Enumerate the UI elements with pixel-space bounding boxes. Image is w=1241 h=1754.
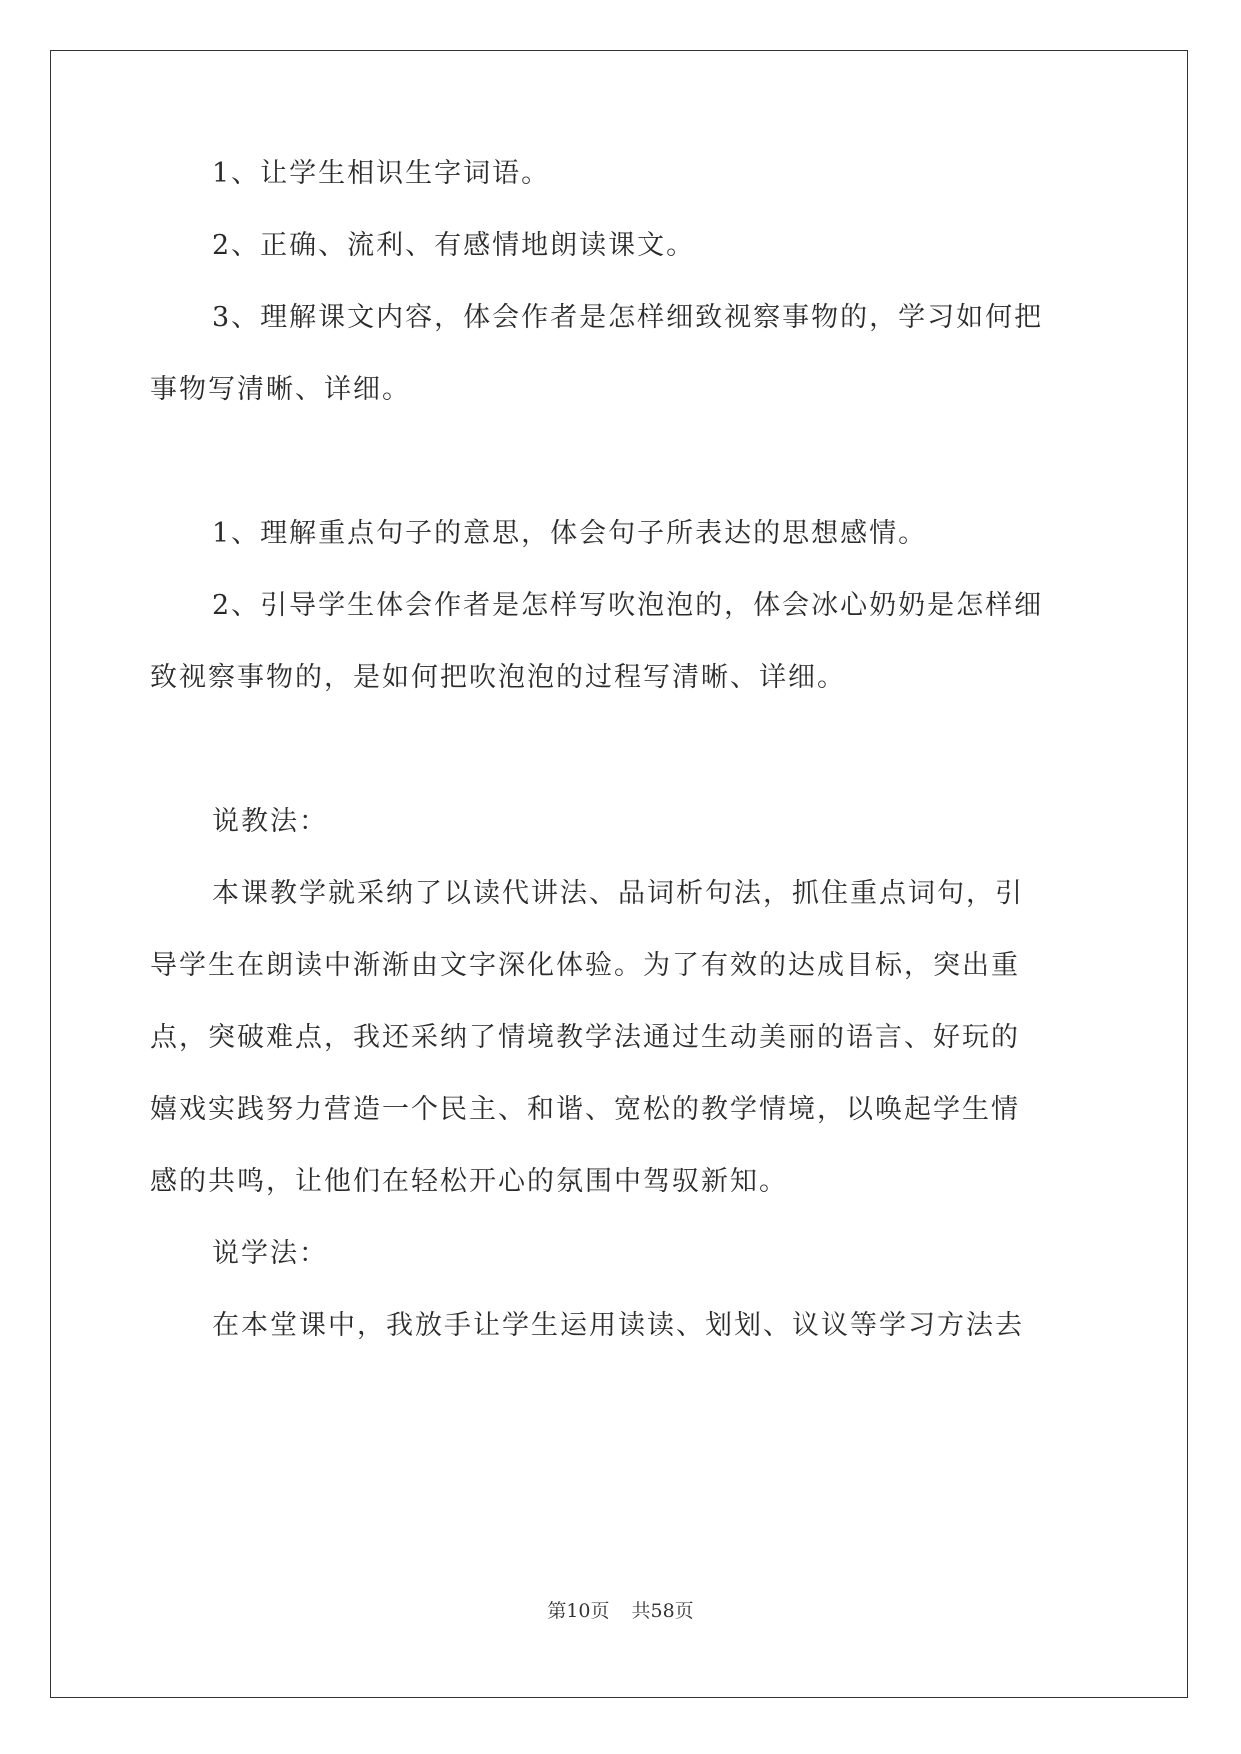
paragraph-continuation: 感的共鸣，让他们在轻松开心的氛围中驾驭新知。 xyxy=(150,1166,788,1197)
page-footer xyxy=(0,1596,1241,1623)
paragraph: 2、引导学生体会作者是怎样写吹泡泡的，体会冰心奶奶是怎样细 xyxy=(212,590,1044,621)
paragraph: 1、理解重点句子的意思，体会句子所表达的思想感情。 xyxy=(212,518,928,549)
paragraph: 3、理解课文内容，体会作者是怎样细致视察事物的，学习如何把 xyxy=(212,302,1044,333)
paragraph-continuation: 点，突破难点，我还采纳了情境教学法通过生动美丽的语言、好玩的 xyxy=(150,1022,1020,1053)
paragraph-continuation: 致视察事物的，是如何把吹泡泡的过程写清晰、详细。 xyxy=(150,662,846,693)
paragraph-continuation: 嬉戏实践努力营造一个民主、和谐、宽松的教学情境，以唤起学生情 xyxy=(150,1094,1020,1125)
paragraph: 2、正确、流利、有感情地朗读课文。 xyxy=(212,230,696,261)
page-number: 第10页 xyxy=(547,1600,610,1622)
paragraph: 1、让学生相识生字词语。 xyxy=(212,158,551,189)
paragraph: 在本堂课中，我放手让学生运用读读、划划、议议等学习方法去 xyxy=(212,1310,1024,1341)
section-heading: 说学法： xyxy=(212,1238,328,1269)
page-total: 共58页 xyxy=(631,1600,694,1622)
paragraph-continuation: 事物写清晰、详细。 xyxy=(150,374,411,405)
paragraph: 本课教学就采纳了以读代讲法、品词析句法，抓住重点词句，引 xyxy=(212,878,1024,909)
section-heading: 说教法： xyxy=(212,806,328,837)
paragraph-continuation: 导学生在朗读中渐渐由文字深化体验。为了有效的达成目标，突出重 xyxy=(150,950,1020,981)
